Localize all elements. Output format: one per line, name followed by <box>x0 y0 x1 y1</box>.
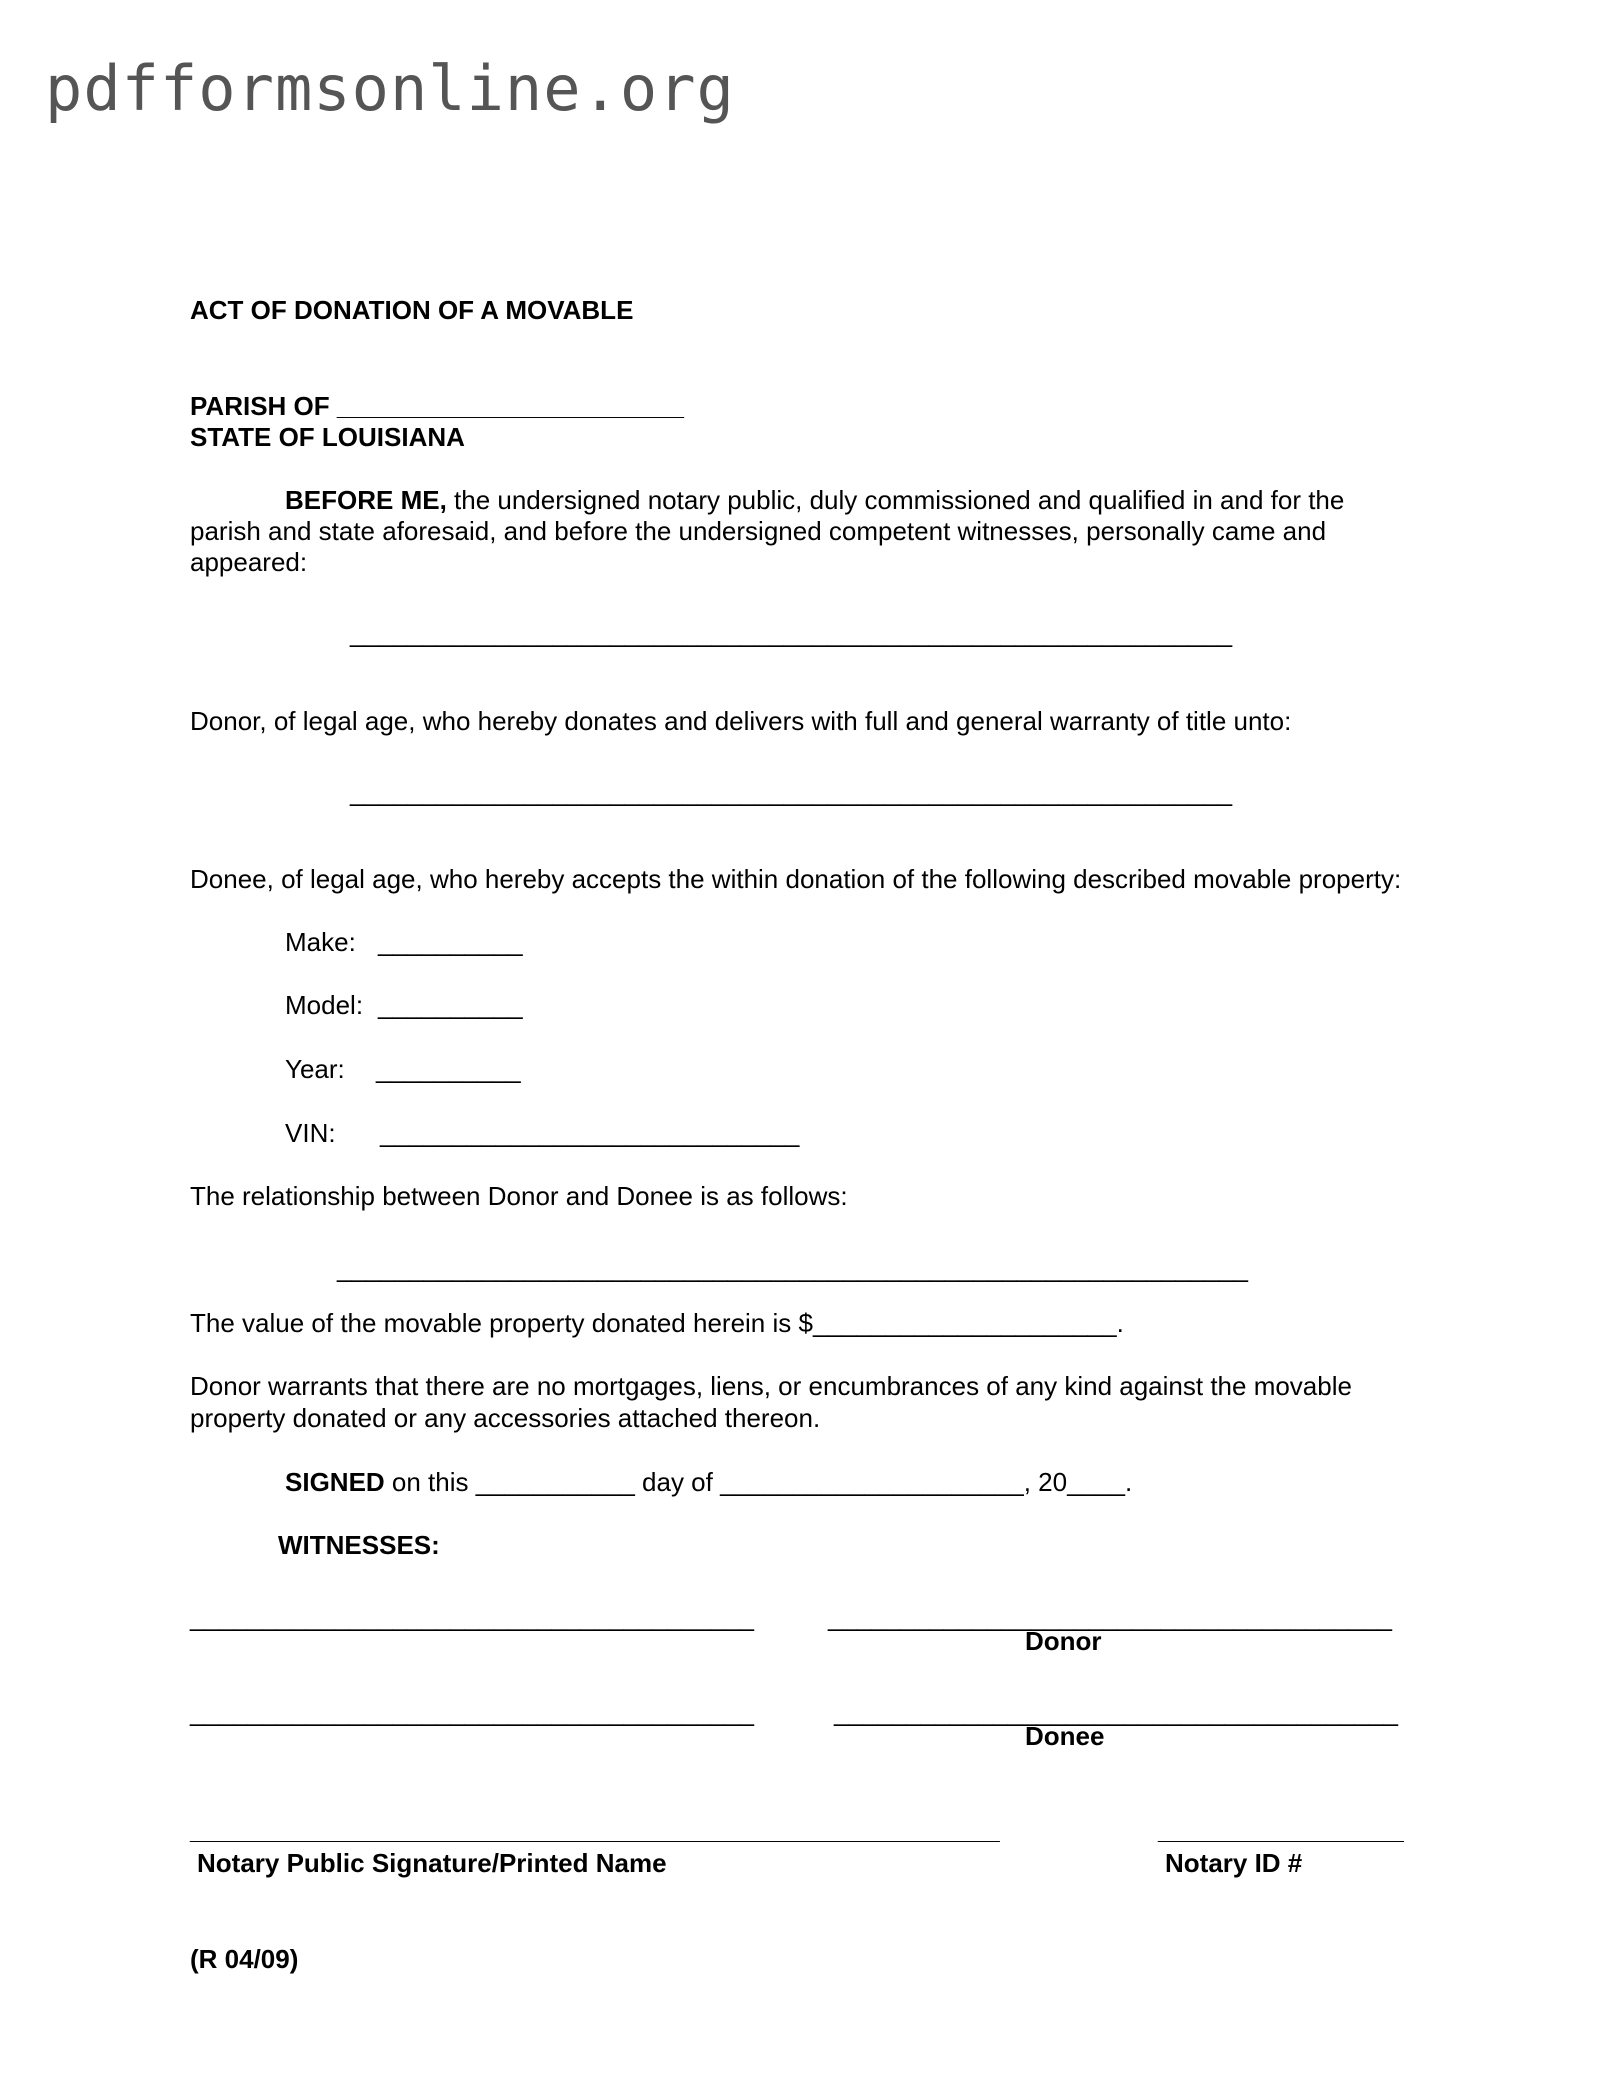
watermark: pdfformsonline.org <box>45 52 735 125</box>
year-field[interactable]: __________ <box>376 1054 521 1084</box>
intro-paragraph-line-2: parish and state aforesaid, and before the undersigned competent witnesses, personally came and <box>190 516 1327 546</box>
vin-field[interactable]: _____________________________ <box>380 1118 800 1148</box>
form-title: ACT OF DONATION OF A MOVABLE <box>190 295 634 325</box>
witness-2-signature-field[interactable]: _______________________________________ <box>190 1697 754 1727</box>
intro-text: the undersigned notary public, duly commissioned and qualified in and for the <box>446 485 1345 515</box>
notary-signature-label: Notary Public Signature/Printed Name <box>197 1848 667 1878</box>
make-field[interactable]: __________ <box>378 927 523 957</box>
value-field[interactable]: The value of the movable property donated herein is $_____________________. <box>190 1308 1124 1338</box>
intro-paragraph-line-1 <box>285 484 1344 516</box>
signed-date-fields[interactable]: on this ___________ day of _____________________, 20____. <box>384 1467 1133 1497</box>
vin-label: VIN: <box>285 1118 336 1148</box>
notary-id-label: Notary ID # <box>1165 1848 1303 1878</box>
warrant-line-1: Donor warrants that there are no mortgages, liens, or encumbrances of any kind against the movable <box>190 1371 1352 1401</box>
warrant-line-2: property donated or any accessories attached thereon. <box>190 1403 821 1433</box>
intro-paragraph-line-3: appeared: <box>190 547 308 577</box>
year-label: Year: <box>285 1054 345 1084</box>
donee-label: Donee <box>1025 1721 1105 1751</box>
model-label: Model: <box>285 990 364 1020</box>
relationship-field[interactable]: _______________________________________________________________ <box>337 1253 1248 1283</box>
revision-code: (R 04/09) <box>190 1944 299 1974</box>
model-field[interactable]: __________ <box>378 990 523 1020</box>
donee-clause: Donee, of legal age, who hereby accepts the within donation of the following described movable property: <box>190 864 1402 894</box>
donee-signature-field[interactable]: _______________________________________ <box>834 1697 1398 1727</box>
relationship-text: The relationship between Donor and Donee is as follows: <box>190 1181 848 1211</box>
parish-field[interactable]: PARISH OF ________________________ <box>190 391 684 421</box>
donor-clause: Donor, of legal age, who hereby donates and delivers with full and general warranty of title unto: <box>190 706 1292 736</box>
donor-name-field[interactable]: _____________________________________________________________ <box>350 618 1233 648</box>
donee-name-field[interactable]: _____________________________________________________________ <box>350 777 1233 807</box>
state-label: STATE OF LOUISIANA <box>190 422 465 452</box>
before-me-heading: BEFORE ME, <box>285 485 447 515</box>
donor-label: Donor <box>1025 1626 1102 1656</box>
signed-date-line[interactable] <box>285 1466 1132 1498</box>
witnesses-label: WITNESSES: <box>278 1530 440 1560</box>
donor-signature-field[interactable]: _______________________________________ <box>828 1602 1392 1632</box>
signed-heading: SIGNED <box>285 1467 385 1497</box>
notary-signature-field[interactable]: ________________________________________________________ <box>190 1815 1000 1845</box>
make-label: Make: <box>285 927 356 957</box>
notary-id-field[interactable]: _________________ <box>1158 1815 1404 1845</box>
witness-1-signature-field[interactable]: _______________________________________ <box>190 1602 754 1632</box>
